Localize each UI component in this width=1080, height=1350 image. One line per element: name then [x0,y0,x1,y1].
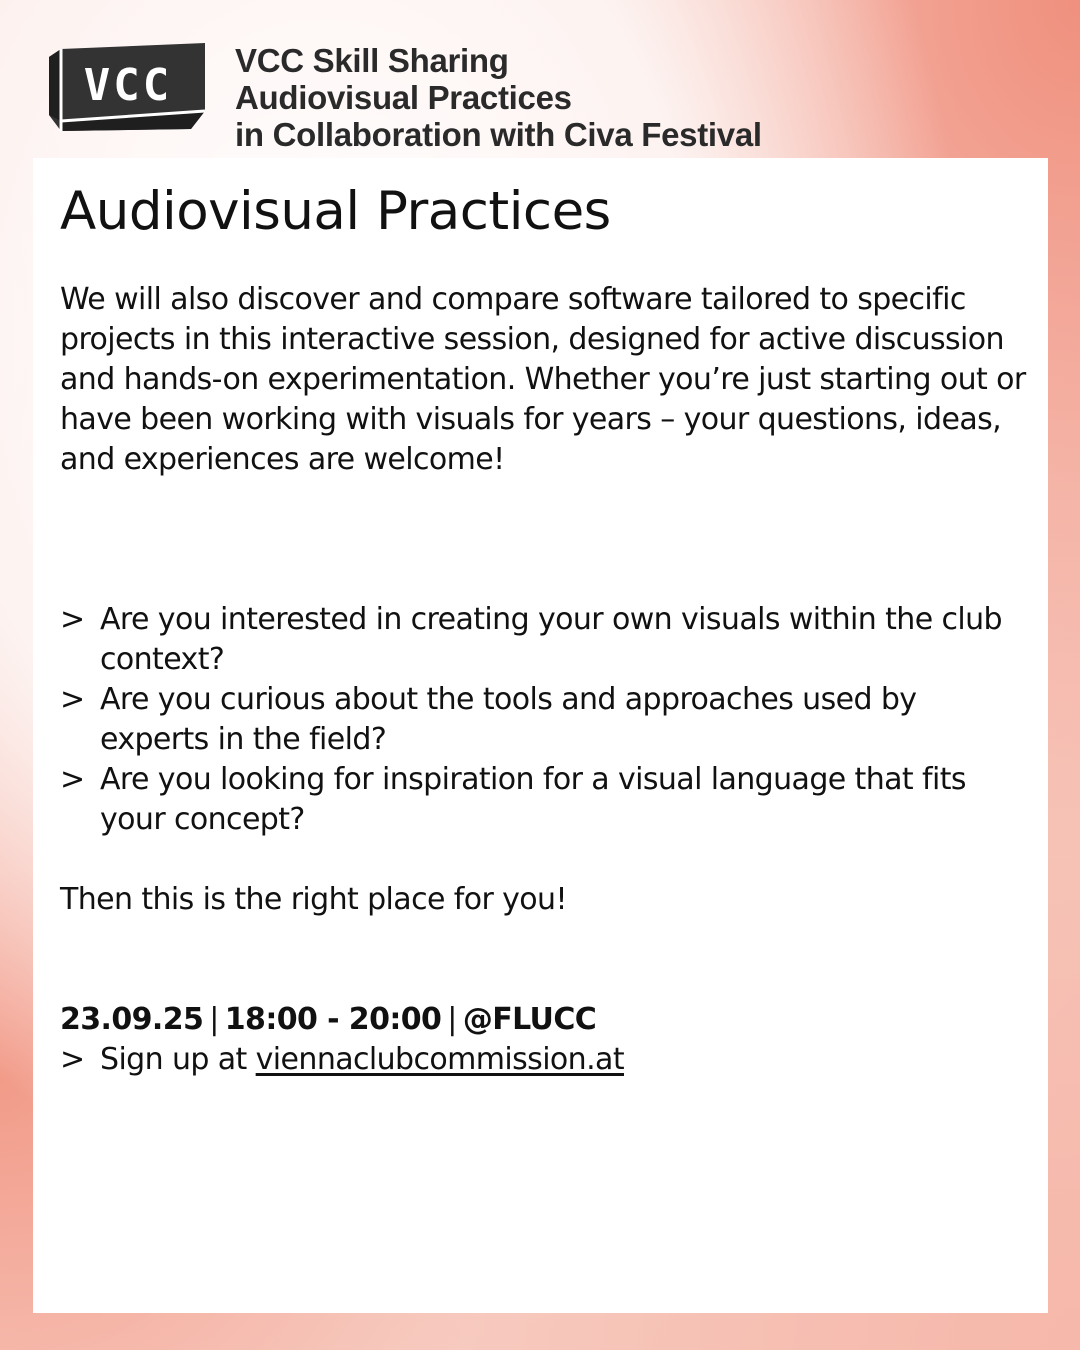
list-item [60,600,1030,680]
content-card [33,158,1048,1313]
event-date: 23.09.25 [60,1002,204,1037]
bullet-marker: > [60,762,85,797]
logo-text: VCC [83,60,173,111]
header-title-line-2: Audiovisual Practices [235,79,572,116]
page-title: Audiovisual Practices [60,181,611,242]
event-details [60,1000,596,1040]
bullet-marker: > [60,1042,85,1077]
bullet-marker: > [60,602,85,637]
question-text: Are you looking for inspiration for a visual language that fits your concept? [100,762,966,837]
list-item [60,680,1030,760]
question-text: Are you curious about the tools and approaches used by experts in the field? [100,682,917,757]
event-separator: | [209,1002,219,1037]
question-list [60,600,1030,840]
list-item [60,760,1030,840]
intro-paragraph: We will also discover and compare software tailored to specific projects in this interactive session, designed for active discussion and hands-on experimentation. Whether you’re just starting out or have been working with visuals for years – your questions, ideas, and experiences are welcome! [60,282,1026,477]
closing-line: Then this is the right place for you! [60,882,567,917]
signup-link[interactable]: viennaclubcommission.at [255,1042,624,1077]
header-title-line-3: in Collaboration with Civa Festival [235,116,762,153]
event-time: 18:00 - 20:00 [224,1002,442,1037]
signup-line [60,1040,624,1080]
question-text: Are you interested in creating your own visuals within the club context? [100,602,1003,677]
event-venue: @FLUCC [462,1002,597,1037]
signup-prefix: Sign up at [100,1042,247,1077]
bullet-marker: > [60,682,85,717]
vcc-logo [47,43,209,135]
header-title [235,42,762,153]
header-title-line-1: VCC Skill Sharing [235,42,509,79]
event-separator: | [447,1002,457,1037]
